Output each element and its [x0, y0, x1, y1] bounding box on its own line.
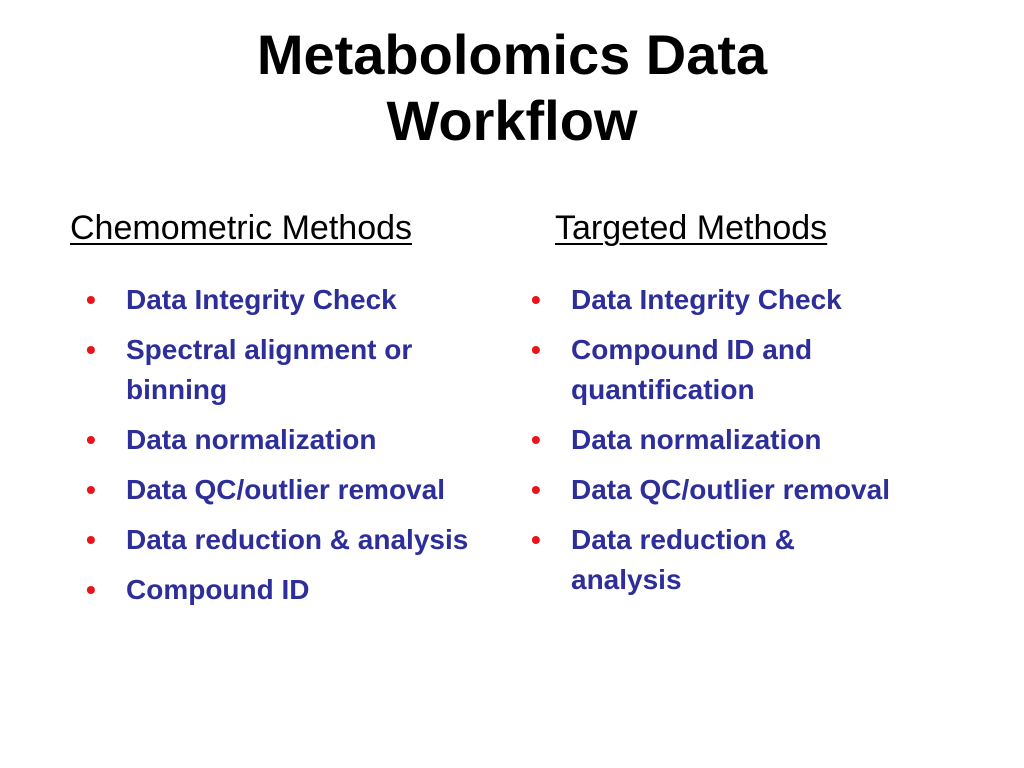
bullet-icon: • [86, 284, 96, 315]
chemometric-methods-list [86, 280, 486, 620]
list-item [86, 280, 486, 320]
list-item [86, 330, 486, 410]
bullet-icon: • [531, 284, 541, 315]
list-item-text: Data Integrity Check [571, 284, 842, 315]
bullet-icon: • [86, 524, 96, 555]
list-item [531, 420, 931, 460]
list-item-text: Data QC/outlier removal [571, 474, 890, 505]
list-item [531, 470, 931, 510]
bullet-icon: • [531, 334, 541, 365]
list-item-text: Compound ID [126, 574, 310, 605]
bullet-icon: • [531, 424, 541, 455]
list-item-text: Data reduction & analysis [126, 524, 469, 555]
bullet-icon: • [86, 474, 96, 505]
slide-title-line-1: Metabolomics Data [256, 23, 768, 86]
list-item [86, 520, 486, 560]
list-item [531, 330, 931, 410]
slide-title-line-2: Workflow [386, 89, 638, 152]
list-item [86, 470, 486, 510]
list-item-text: Data normalization [571, 424, 822, 455]
bullet-icon: • [86, 334, 96, 365]
bullet-icon: • [86, 424, 96, 455]
list-item [531, 280, 931, 320]
list-item-text: Data normalization [126, 424, 377, 455]
bullet-icon: • [86, 574, 96, 605]
bullet-icon: • [531, 524, 541, 555]
list-item-text: Spectral alignment or binning [126, 334, 413, 405]
list-item-text: Data QC/outlier removal [126, 474, 445, 505]
list-item [86, 420, 486, 460]
list-item-text: Data Integrity Check [126, 284, 397, 315]
targeted-methods-list [531, 280, 931, 610]
targeted-methods-heading: Targeted Methods [555, 209, 828, 247]
list-item-text: Compound ID and quantification [571, 334, 813, 405]
list-item [531, 520, 931, 600]
slide-title [0, 22, 1024, 154]
list-item [86, 570, 486, 610]
bullet-icon: • [531, 474, 541, 505]
chemometric-methods-heading: Chemometric Methods [70, 209, 413, 247]
list-item-text: Data reduction & analysis [571, 524, 796, 595]
